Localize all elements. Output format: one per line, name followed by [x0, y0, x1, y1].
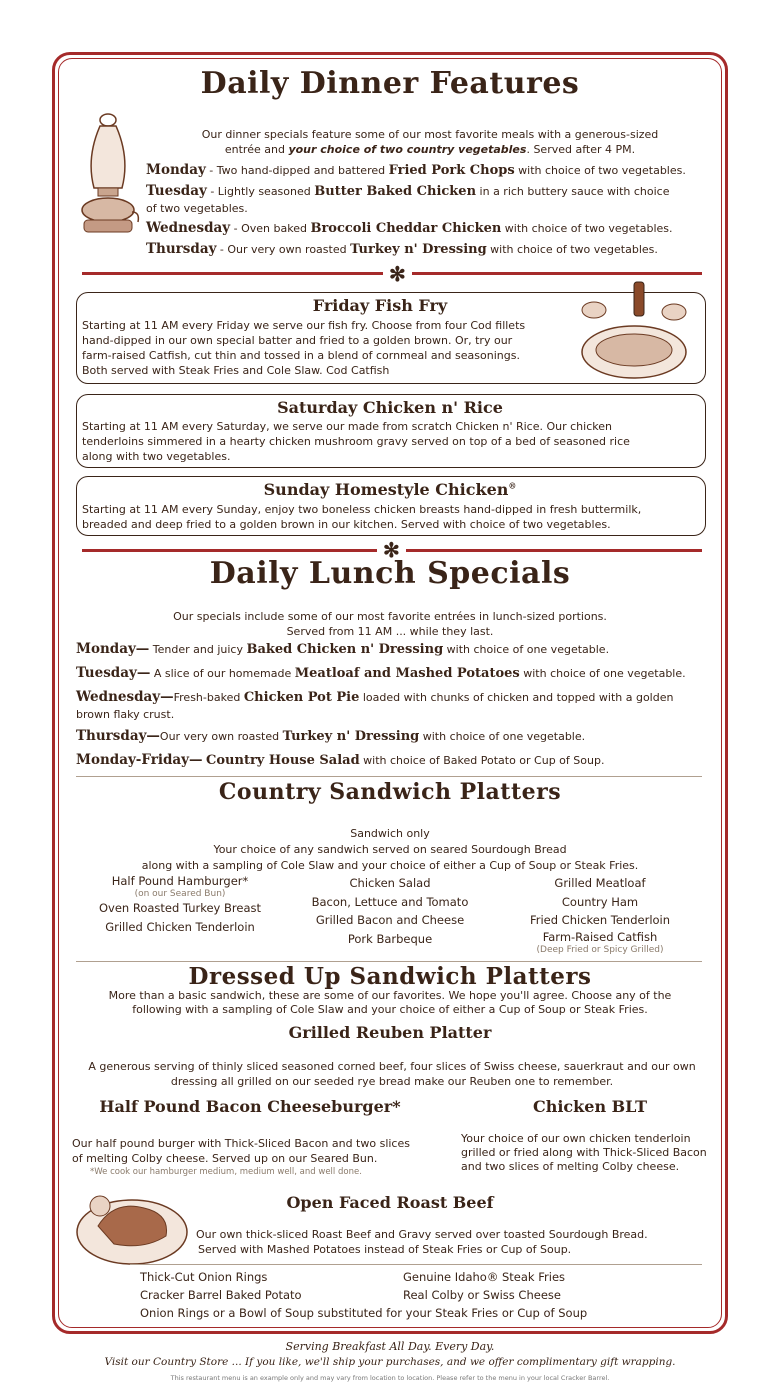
- reuben-title: Grilled Reuben Platter: [288, 1023, 492, 1042]
- sandwich-column-3: [500, 874, 700, 955]
- dinner-day-tuesday: Tuesday - Lightly seasoned Butter Baked Chicken in a rich buttery sauce with choice: [146, 183, 670, 199]
- roast-beef-title: Open Faced Roast Beef: [286, 1193, 494, 1212]
- list-item-note: (Deep Fried or Spicy Grilled): [536, 944, 664, 955]
- dinner-day-thursday: Thursday - Our very own roasted Turkey n' Dressing with choice of two vegetables.: [146, 241, 658, 257]
- friday-description: Starting at 11 AM every Friday we serve our fish fry. Choose from four Cod fillets hand-dipped in our own special batter and fried to a golden brown. Or, try our farm-raised Catfish, cut thin and tossed in a blend of cornmeal and seasonings. Both served with Steak Fries and Cole Slaw. Cod Catfish: [82, 319, 526, 377]
- dressed-intro: More than a basic sandwich, these are some of our favorites. We hope you'll agree. Choose any of the following with a sampling of Cole Slaw and your choice of either a Cup of Soup or Steak Fries.: [108, 989, 672, 1016]
- bacon-cheeseburger-description: Our half pound burger with Thick-Sliced Bacon and two slices of melting Colby cheese. Served up on our Seared Bun. *We cook our hamburger medium, medium well, and well done.: [72, 1137, 410, 1177]
- dinner-day-monday: Monday - Two hand-dipped and battered Fried Pork Chops with choice of two vegetables.: [146, 162, 686, 178]
- section-divider: [76, 776, 702, 777]
- list-item: Grilled Meatloaf: [554, 876, 646, 890]
- reuben-description: A generous serving of thinly sliced seasoned corned beef, four slices of Swiss cheese, sauerkraut and our own dressing all grilled on our seeded rye bread make our Reuben one to remember.: [88, 1060, 696, 1088]
- dinner-day-wednesday: Wednesday - Oven baked Broccoli Cheddar Chicken with choice of two vegetables.: [146, 220, 673, 236]
- saturday-title: Saturday Chicken n' Rice: [277, 398, 503, 417]
- fish-plate-icon: [572, 280, 704, 384]
- list-item: Grilled Chicken Tenderloin: [105, 919, 255, 934]
- sandwich-intro: Sandwich only Your choice of any sandwich served on seared Sourdough Bread along with a sampling of Cole Slaw and your choice of either a Cup of Soup or Steak Fries.: [141, 827, 639, 872]
- lunch-day-tuesday: Tuesday— A slice of our homemade Meatloaf and Mashed Potatoes with choice of one vegetable.: [76, 665, 686, 681]
- footer-line-2: Visit our Country Store ... If you like, we'll ship your purchases, and we offer complimentary gift wrapping.: [104, 1356, 676, 1368]
- sunday-title: Sunday Homestyle Chicken®: [263, 480, 517, 499]
- section-divider: [130, 1264, 702, 1265]
- lunch-day-wednesday-cont: brown flaky crust.: [76, 708, 175, 721]
- dinner-day-list: [146, 162, 716, 258]
- sandwich-column-2: [290, 874, 490, 948]
- roast-beef-description: Our own thick-sliced Roast Beef and Gravy served over toasted Sourdough Bread. Served with Mashed Potatoes instead of Steak Fries or Cup of Soup.: [196, 1228, 648, 1256]
- list-item: Chicken Salad: [349, 876, 431, 890]
- sides-right: [403, 1268, 683, 1304]
- dinner-intro: Our dinner specials feature some of our most favorite meals with a generous-sized entrée and your choice of two country vegetables. Served after 4 PM.: [201, 128, 659, 156]
- lunch-title: Daily Lunch Specials: [209, 556, 571, 591]
- list-item: Oven Roasted Turkey Breast: [98, 901, 262, 915]
- list-item: Half Pound Hamburger*: [111, 874, 249, 888]
- lunch-day-monday: Monday— Tender and juicy Baked Chicken n' Dressing with choice of one vegetable.: [76, 641, 610, 657]
- dressed-title: Dressed Up Sandwich Platters: [188, 963, 592, 990]
- list-item-note: (on our Seared Bun): [134, 889, 226, 899]
- list-item: Pork Barbeque: [347, 931, 433, 946]
- chicken-blt-title: Chicken BLT: [532, 1097, 648, 1116]
- sides-note: Onion Rings or a Bowl of Soup substituted for your Steak Fries or Cup of Soup: [140, 1306, 588, 1320]
- oil-lamp-icon: [76, 108, 140, 242]
- dinner-title: Daily Dinner Features: [200, 66, 580, 101]
- list-item: Real Colby or Swiss Cheese: [403, 1288, 561, 1302]
- lunch-day-monday-friday: Monday-Friday— Country House Salad with choice of Baked Potato or Cup of Soup.: [76, 752, 605, 768]
- asterisk-ornament-icon: ✻: [377, 540, 406, 560]
- list-item: Fried Chicken Tenderloin: [529, 913, 671, 927]
- dinner-day-tuesday-cont: of two vegetables.: [146, 202, 248, 215]
- roast-beef-plate-icon: [74, 1184, 192, 1268]
- list-item: Genuine Idaho® Steak Fries: [403, 1270, 566, 1284]
- sandwich-column-1: [80, 874, 280, 936]
- friday-title: Friday Fish Fry: [312, 296, 448, 315]
- list-item: Bacon, Lettuce and Tomato: [311, 894, 469, 909]
- lunch-day-list: [76, 641, 712, 769]
- list-item: Country Ham: [561, 894, 639, 909]
- chicken-blt-description: Your choice of our own chicken tenderloin grilled or fried along with Thick-Sliced Bacon and two slices of melting Colby cheese.: [461, 1132, 707, 1173]
- footer-line-1: Serving Breakfast All Day. Every Day.: [285, 1340, 495, 1353]
- bacon-cheeseburger-title: Half Pound Bacon Cheeseburger*: [99, 1097, 401, 1116]
- lunch-day-thursday: Thursday—Our very own roasted Turkey n' Dressing with choice of one vegetable.: [76, 728, 586, 744]
- list-item: Farm-Raised Catfish: [542, 929, 658, 944]
- lunch-intro: Our specials include some of our most favorite entrées in lunch-sized portions. Served from 11 AM ... while they last.: [173, 610, 607, 638]
- asterisk-ornament-icon: ✻: [383, 264, 412, 284]
- sunday-description: Starting at 11 AM every Sunday, enjoy two boneless chicken breasts hand-dipped in fresh buttermilk, breaded and deep fried to a golden brown in our kitchen. Served with choice of two vegetables.: [82, 503, 642, 531]
- list-item: Thick-Cut Onion Rings: [140, 1270, 268, 1284]
- section-divider: [76, 961, 702, 962]
- list-item: Cracker Barrel Baked Potato: [140, 1288, 302, 1302]
- footer-disclaimer: This restaurant menu is an example only and may vary from location to location. Please refer to the menu in your local Cracker Barrel.: [170, 1374, 610, 1382]
- sides-left: [140, 1268, 380, 1304]
- list-item: Grilled Bacon and Cheese: [315, 913, 465, 927]
- lunch-day-wednesday: Wednesday—Fresh-baked Chicken Pot Pie loaded with chunks of chicken and topped with a golden: [76, 689, 674, 705]
- saturday-description: Starting at 11 AM every Saturday, we serve our made from scratch Chicken n' Rice. Our chicken tenderloins simmered in a hearty chicken mushroom gravy served on top of a bed of seasoned rice along with two vegetables.: [82, 420, 630, 463]
- sandwich-title: Country Sandwich Platters: [218, 779, 562, 805]
